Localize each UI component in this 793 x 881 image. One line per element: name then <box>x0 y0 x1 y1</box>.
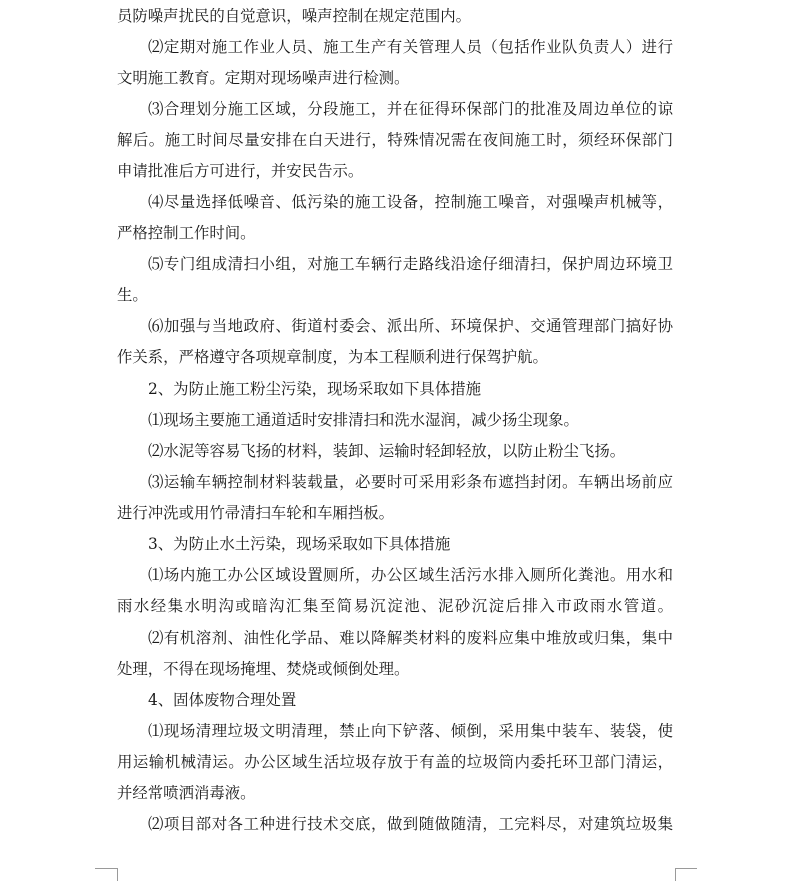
text-line: 严格控制工作时间。 <box>117 224 256 242</box>
text-line: ⑴场内施工办公区域设置厕所，办公区域生活污水排入厕所化粪池。用水和 <box>148 566 673 584</box>
text-line: ⑹加强与当地政府、街道村委会、派出所、环境保护、交通管理部门搞好协 <box>148 317 673 335</box>
section-heading: 4、固体废物合理处置 <box>148 691 297 709</box>
text-line: 作关系，严格遵守各项规章制度，为本工程顺利进行保驾护航。 <box>117 348 548 366</box>
text-line: 员防噪声扰民的自觉意识，噪声控制在规定范围内。 <box>117 7 471 25</box>
page-corner-mark-left <box>95 868 118 881</box>
text-line: 申请批准后方可进行，并安民告示。 <box>117 162 364 180</box>
section-heading: 2、为防止施工粉尘污染，现场采取如下具体措施 <box>148 380 481 398</box>
text-line: 用运输机械清运。办公区域生活垃圾存放于有盖的垃圾筒内委托环卫部门清运， <box>117 753 673 771</box>
text-line: ⑵有机溶剂、油性化学品、难以降解类材料的废料应集中堆放或归集，集中 <box>148 629 673 647</box>
text-line: ⑶运输车辆控制材料装载量，必要时可采用彩条布遮挡封闭。车辆出场前应 <box>148 473 673 491</box>
text-line: 并经常喷洒消毒液。 <box>117 784 256 802</box>
text-line: ⑵项目部对各工种进行技术交底，做到随做随清，工完料尽，对建筑垃圾集 <box>148 815 673 833</box>
text-line: ⑷尽量选择低噪音、低污染的施工设备，控制施工噪音，对强噪声机械等， <box>148 193 673 211</box>
text-line: ⑴现场清理垃圾文明清理，禁止向下铲落、倾倒，采用集中装车、装袋，使 <box>148 722 673 740</box>
text-line: 进行冲洗或用竹帚清扫车轮和车厢挡板。 <box>117 504 395 522</box>
text-line: ⑵水泥等容易飞扬的材料，装卸、运输时轻卸轻放，以防止粉尘飞扬。 <box>148 442 626 460</box>
text-line: ⑴现场主要施工通道适时安排清扫和洗水湿润，减少扬尘现象。 <box>148 411 579 429</box>
page-corner-mark-left <box>95 868 117 869</box>
text-line: 生。 <box>117 286 148 304</box>
text-line: 处理，不得在现场掩埋、焚烧或倾倒处理。 <box>117 660 410 678</box>
text-line: 文明施工教育。定期对现场噪声进行检测。 <box>117 69 410 87</box>
text-line: ⑸专门组成清扫小组，对施工车辆行走路线沿途仔细清扫，保护周边环境卫 <box>148 255 673 273</box>
page-corner-mark-right <box>675 868 698 881</box>
section-heading: 3、为防止水土污染，现场采取如下具体措施 <box>148 535 451 553</box>
text-line: 雨水经集水明沟或暗沟汇集至简易沉淀池、泥砂沉淀后排入市政雨水管道。 <box>117 597 673 615</box>
text-line: ⑶合理划分施工区域，分段施工，并在征得环保部门的批准及周边单位的谅 <box>148 100 673 118</box>
text-line: 解后。施工时间尽量安排在白天进行，特殊情况需在夜间施工时，须经环保部门 <box>117 131 673 149</box>
text-line: ⑵定期对施工作业人员、施工生产有关管理人员（包括作业队负责人）进行 <box>148 38 673 56</box>
page-corner-mark-right <box>675 868 697 869</box>
